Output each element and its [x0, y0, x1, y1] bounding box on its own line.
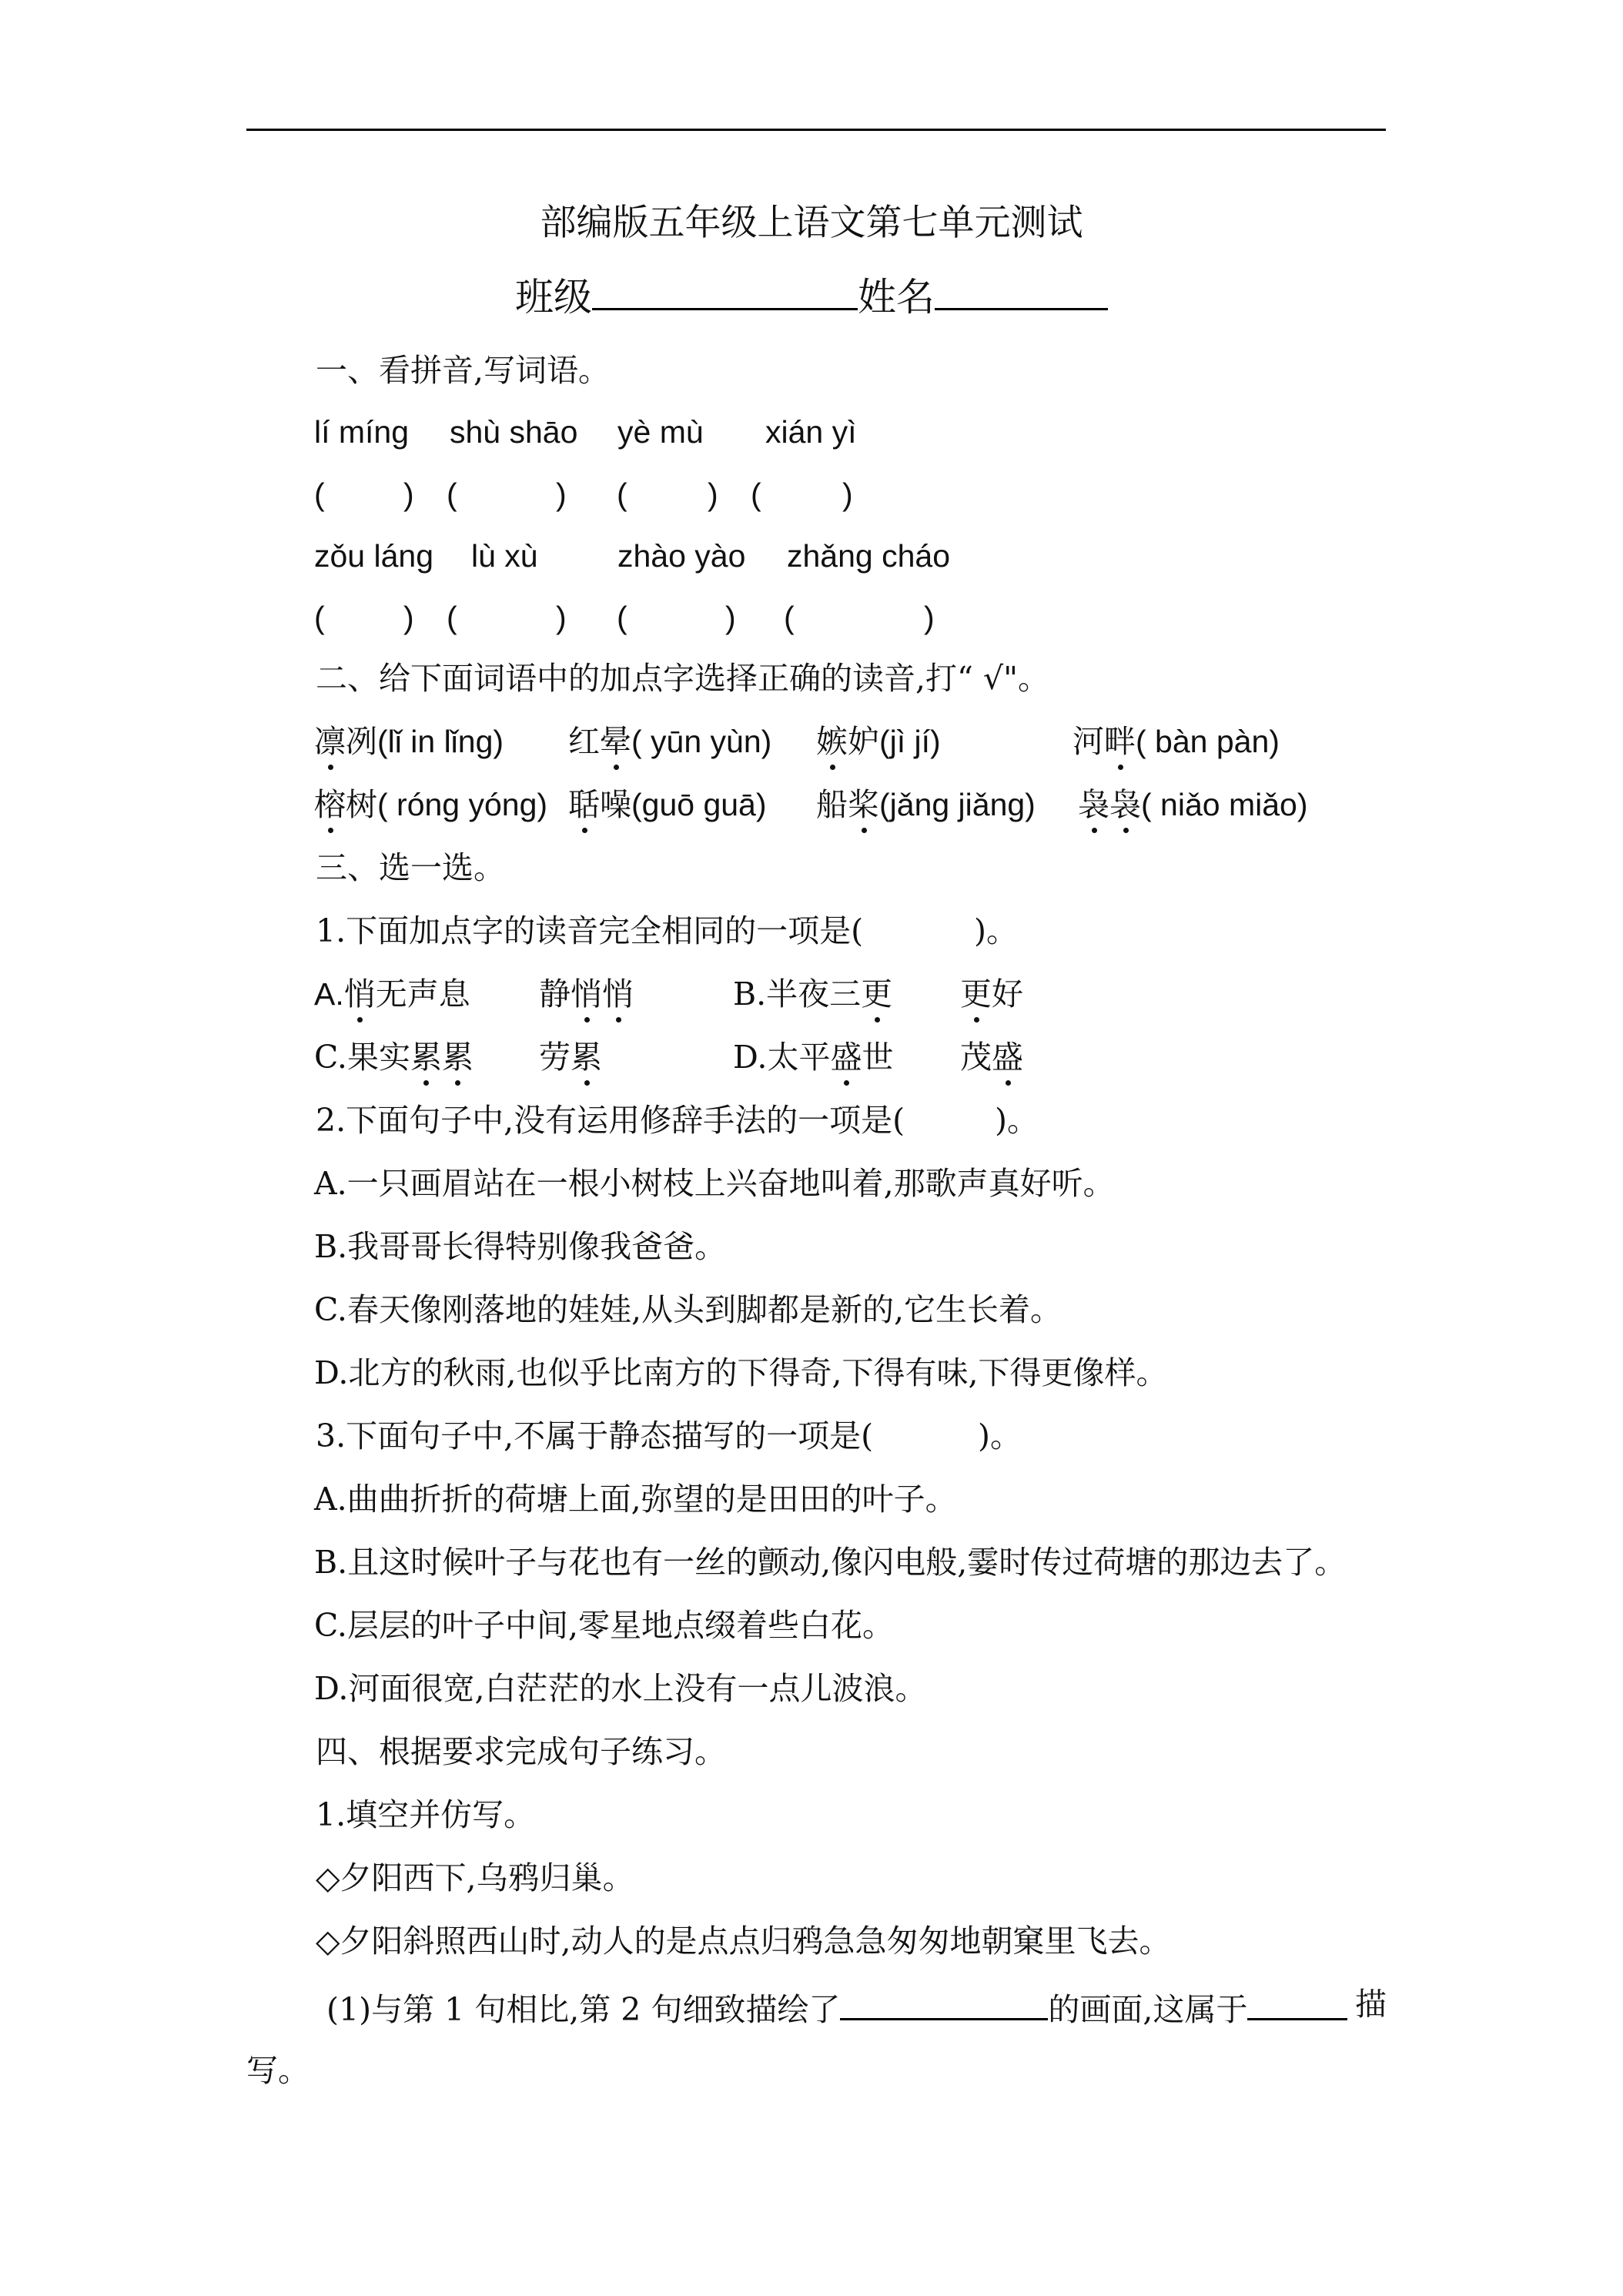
- word-item: 嫉妒(jì jí): [816, 720, 941, 763]
- option-a: A.悄无声息: [314, 972, 470, 1016]
- answer-paren-close: ): [403, 477, 414, 512]
- section4-heading: 四、根据要求完成句子练习。: [316, 1733, 726, 1770]
- answer-paren-open: (: [447, 477, 457, 512]
- word-item: 榕树( róng yóng): [314, 783, 547, 826]
- question-3-option-d: D.河面很宽,白茫茫的水上没有一点儿波浪。: [314, 1670, 927, 1707]
- option-b: B.半夜三更: [733, 972, 892, 1016]
- question-2-option-a: A.一只画眉站在一根小树枝上兴奋地叫着,那歌声真好听。: [314, 1165, 1115, 1202]
- fill-question-1-wrap: 写。: [246, 2052, 310, 2089]
- name-label: 姓名: [858, 275, 935, 320]
- pinyin-item: lí míng: [314, 414, 410, 450]
- option-c-word2: 劳累: [539, 1036, 602, 1079]
- word-item: 红晕( yūn yùn): [568, 720, 771, 763]
- answer-paren-open: (: [784, 600, 795, 635]
- question-2-option-c: C.春天像刚落地的娃娃,从头到脚都是新的,它生长着。: [314, 1291, 1062, 1328]
- answer-paren-close: ): [842, 477, 853, 512]
- answer-paren-close: ): [556, 477, 567, 512]
- word-item: 聒噪(guō guā): [568, 783, 767, 826]
- question-1-stem: 1.下面加点字的读音完全相同的一项是(: [316, 912, 864, 949]
- word-item: 船桨(jǎng jiǎng): [816, 783, 1036, 826]
- pinyin-item: lù xù: [471, 538, 538, 574]
- answer-paren-close: ): [924, 600, 935, 635]
- example-sentence-1: ◇夕阳西下,乌鸦归巢。: [316, 1859, 634, 1896]
- word-item: 凛冽(lǐ in lǐng): [314, 720, 504, 763]
- pinyin-item: zhǎng cháo: [787, 538, 951, 574]
- option-d: D.太平盛世: [733, 1036, 893, 1079]
- name-blank[interactable]: [935, 273, 1108, 310]
- page-title: 部编版五年级上语文第七单元测试: [540, 202, 1083, 244]
- word-item: 河畔( bàn pàn): [1073, 720, 1280, 763]
- answer-paren-open: (: [751, 477, 761, 512]
- answer-paren-close: ): [725, 600, 736, 635]
- question-3-option-b: B.且这时候叶子与花也有一丝的颤动,像闪电般,霎时传过荷塘的那边去了。: [314, 1544, 1347, 1581]
- section4-sub1: 1.填空并仿写。: [316, 1796, 536, 1833]
- option-c: C.果实累累: [314, 1036, 474, 1079]
- answer-paren-open: (: [617, 477, 627, 512]
- fill-question-1-tail: 描: [1355, 1986, 1387, 2023]
- answer-blank[interactable]: [840, 1983, 1048, 2020]
- question-2-stem-end: )。: [995, 1102, 1039, 1139]
- option-a-word2: 静悄悄: [539, 972, 634, 1016]
- fill-question-1: (1)与第 1 句相比,第 2 句细致描绘了 的画面,这属于: [326, 1983, 1347, 2031]
- class-name-line: [0, 273, 1623, 319]
- question-2-option-d: D.北方的秋雨,也似乎比南方的下得奇,下得有味,下得更像样。: [314, 1354, 1168, 1391]
- question-3-stem-end: )。: [978, 1417, 1022, 1454]
- answer-paren-open: (: [617, 600, 627, 635]
- answer-paren-close: ): [708, 477, 718, 512]
- word-item: 袅袅( niǎo miǎo): [1078, 783, 1307, 826]
- pinyin-item: shù shāo: [450, 414, 578, 450]
- question-3-option-c: C.层层的叶子中间,零星地点缀着些白花。: [314, 1607, 894, 1644]
- question-1-stem-end: )。: [974, 912, 1018, 949]
- example-sentence-2: ◇夕阳斜照西山时,动人的是点点归鸦急急匆匆地朝窠里飞去。: [316, 1923, 1171, 1960]
- answer-paren-open: (: [314, 600, 325, 635]
- option-d-word2: 茂盛: [960, 1036, 1023, 1079]
- pinyin-item: zhào yào: [617, 538, 746, 574]
- answer-paren-open: (: [447, 600, 457, 635]
- question-3-stem: 3.下面句子中,不属于静态描写的一项是(: [316, 1417, 874, 1454]
- question-3-option-a: A.曲曲折折的荷塘上面,弥望的是田田的叶子。: [314, 1481, 957, 1518]
- section1-heading: 一、看拼音,写词语。: [316, 352, 611, 389]
- answer-paren-close: ): [403, 600, 414, 635]
- option-b-word2: 更好: [960, 972, 1023, 1016]
- section2-heading: 二、给下面词语中的加点字选择正确的读音,打“ √"。: [316, 660, 1050, 697]
- pinyin-item: xián yì: [765, 414, 857, 450]
- question-2-stem: 2.下面句子中,没有运用修辞手法的一项是(: [316, 1102, 905, 1139]
- class-label: 班级: [515, 275, 592, 320]
- pinyin-item: yè mù: [617, 414, 704, 450]
- class-blank[interactable]: [592, 273, 858, 310]
- answer-paren-open: (: [314, 477, 325, 512]
- question-2-option-b: B.我哥哥长得特别像我爸爸。: [314, 1228, 727, 1265]
- pinyin-item: zǒu láng: [314, 538, 434, 574]
- answer-blank[interactable]: [1247, 1983, 1347, 2020]
- header-rule: [246, 129, 1386, 131]
- section3-heading: 三、选一选。: [316, 849, 505, 886]
- answer-paren-close: ): [556, 600, 567, 635]
